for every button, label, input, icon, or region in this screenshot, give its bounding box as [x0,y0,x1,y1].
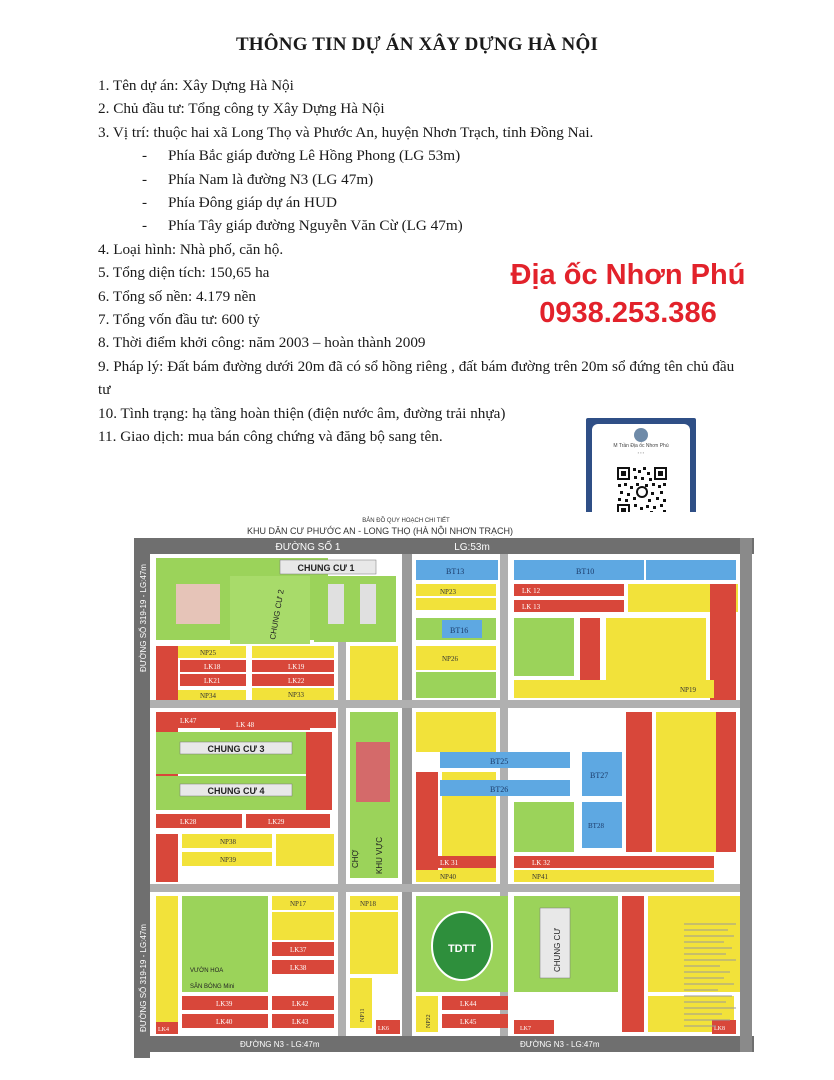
info-capital: 7. Tổng vốn đầu tư: 600 tỷ [98,311,260,329]
label-np26: NP26 [442,655,458,663]
map-header-1: BẢN ĐỒ QUY HOẠCH CHI TIẾT [362,518,450,524]
info-type: 4. Loại hình: Nhà phố, căn hộ. [98,240,284,258]
page-title: THÔNG TIN DỰ ÁN XÂY DỰNG HÀ NỘI [235,34,599,55]
label-bt28: BT28 [588,822,604,830]
lot-lk48 [220,718,310,730]
site-plan-map [120,512,760,1072]
label-bt16: BT16 [450,626,469,635]
map-header-2: KHU DÂN CƯ PHƯỚC AN - LONG THỌ (HÀ NỘI NHƠN TRẠCH) [247,526,513,536]
label-chung-cu-3: CHUNG CƯ 3 [207,744,265,754]
label-lk28: LK28 [180,818,197,826]
label-lk4: LK4 [158,1027,169,1033]
label-lk45: LK45 [460,1018,477,1026]
lot-west-col [156,646,178,700]
label-bt26: BT26 [490,785,509,794]
label-lk47: LK47 [180,717,197,725]
info-transaction: 11. Giao dịch: mua bán công chứng và đăng bộ sang tên. [98,428,443,446]
info-south: - Phía Nam là đường N3 (LG 47m) [142,170,374,188]
label-bt10: BT10 [576,567,595,576]
info-legal: 9. Pháp lý: Đất bám đường dưới 20m đã có sổ hồng riêng , đất bám đường trên 20m sổ đứng tên chủ đầu tư [98,357,735,399]
lot-center-col-1 [350,646,398,700]
lot-mid-yellow-1 [252,646,334,658]
label-chung-cu-5: CHUNG CƯ [553,927,562,972]
building-center-1 [356,742,390,802]
road-sub-vertical-1 [338,642,346,1036]
label-np22: NP22 [426,1014,432,1028]
label-lk18: LK18 [204,663,221,671]
label-lk43: LK43 [292,1018,309,1026]
label-khu-vuc: KHU VỰC [375,836,384,874]
label-chung-cu-2: CHUNG CƯ 2 [268,588,286,641]
label-np19: NP19 [680,686,696,694]
building-nw-2 [328,584,344,624]
road-top-lg: LG:53m [454,542,490,553]
road-mid-vertical [402,554,412,1036]
label-lk42: LK42 [292,1000,309,1008]
label-san-bong: SÂN BÓNG Mini [190,984,235,990]
label-np17: NP17 [290,900,306,908]
info-location: 3. Vị trí: thuộc hai xã Long Thọ và Phước An, huyện Nhơn Trạch, tỉnh Đồng Nai. [98,123,594,141]
lot-east-red-col [716,712,736,852]
label-tdtt: TDTT [447,943,477,955]
label-chung-cu-4: CHUNG CƯ 4 [207,786,265,796]
label-lk44: LK44 [460,1000,477,1008]
lot-np23 [416,584,496,596]
lot-lower-mid [276,834,334,866]
legend-notes [680,918,740,1058]
info-timeline: 8. Thời điểm khởi công: năm 2003 – hoàn thành 2009 [98,334,426,352]
brand-name: Địa ốc Nhơn Phú [510,259,746,291]
avatar [634,428,648,442]
label-np18: NP18 [360,900,376,908]
info-west-text: Phía Tây giáp đường Nguyễn Văn Cừ (LG 47m) [168,217,463,235]
label-lk37: LK37 [290,946,307,954]
label-vuon-hoa: VƯỜN HOA [190,968,224,974]
label-lk6: LK6 [378,1026,389,1032]
road-left-label-bottom: ĐƯỜNG SỐ 319-19 - LG:47m [139,924,148,1032]
park-block-nw [314,576,396,642]
label-lk48: LK 48 [236,721,255,729]
road-bottom [134,1036,754,1052]
label-np38: NP38 [220,838,236,846]
lot-south-mid-yellow [272,912,334,940]
lot-lk24 [626,712,652,852]
road-left-label-top: ĐƯỜNG SỐ 319-19 - LG:47m [139,564,148,672]
info-area: 5. Tổng diện tích: 150,65 ha [98,264,270,282]
qr-subtitle: ▪ ▪ ▪ [637,450,645,455]
label-lk12: LK 12 [522,587,541,595]
road-top [134,538,754,554]
road-bottom-label-right: ĐƯỜNG N3 - LG:47m [520,1040,600,1049]
label-lk13: LK 13 [522,603,541,611]
label-bt25: BT25 [490,757,509,766]
park-east-2 [514,802,574,852]
lot-np23-b [416,598,496,610]
label-lk32: LK 32 [532,859,551,867]
label-lk40: LK40 [216,1018,233,1026]
lot-se-red [622,896,644,1032]
info-east: - Phía Đông giáp dự án HUD [142,194,337,212]
label-bt13: BT13 [446,567,465,576]
qr-code-icon [616,466,668,518]
label-np39: NP39 [220,856,236,864]
label-chung-cu-1: CHUNG CƯ 1 [297,563,355,573]
label-lk38: LK38 [290,964,307,972]
label-lk31: LK 31 [440,859,459,867]
info-north-text: Phía Bắc giáp đường Lê Hồng Phong (LG 53m) [168,147,461,165]
label-bt27: BT27 [590,771,609,780]
qr-name: M Trần Địa ốc Nhơn Phú [613,443,669,449]
info-name: 1. Tên dự án: Xây Dựng Hà Nội [98,77,294,94]
road-mid-horizontal-1 [150,700,740,708]
label-np11: NP11 [360,1008,366,1022]
lot-sw-col [156,896,178,1032]
lot-center-col-2 [416,712,496,752]
label-np40: NP40 [440,873,456,881]
building-nw-3 [360,584,376,624]
road-right [740,538,752,1052]
road-top-label: ĐƯỜNG SỐ 1 [275,542,341,553]
info-west: - Phía Tây giáp đường Nguyễn Văn Cừ (LG 47m) [142,217,463,235]
label-np25: NP25 [200,649,216,657]
info-east-text: Phía Đông giáp dự án HUD [168,194,337,212]
info-investor: 2. Chủ đầu tư: Tổng công ty Xây Dựng Hà Nội [98,100,385,118]
lot-bt-ne [646,560,736,580]
info-lots: 6. Tổng số nền: 4.179 nền [98,287,256,305]
label-lk7: LK7 [520,1026,531,1032]
label-cho: CHỢ [351,849,360,868]
site-plan-svg [120,512,760,1072]
label-np34: NP34 [200,692,216,700]
lot-np40 [416,870,496,882]
label-np41: NP41 [532,873,548,881]
lot-lk30 [156,834,178,882]
label-lk19: LK19 [288,663,305,671]
label-lk8: LK8 [714,1026,725,1032]
label-np33: NP33 [288,691,304,699]
label-lk29: LK29 [268,818,285,826]
brand-block [478,256,778,332]
label-lk39: LK39 [216,1000,233,1008]
park-vuon-hoa [182,896,268,992]
label-lk21: LK21 [204,677,221,685]
info-north: - Phía Bắc giáp đường Lê Hồng Phong (LG 53m) [142,147,461,165]
lot-lk29 [246,814,330,828]
park-east-1 [514,618,574,676]
label-np23: NP23 [440,588,456,596]
park-center-1 [416,672,496,698]
road-mid-horizontal-2 [150,884,740,892]
lot-south-center [350,912,398,974]
info-south-text: Phía Nam là đường N3 (LG 47m) [168,170,374,188]
lot-lk28 [156,814,242,828]
brand-phone: 0938.253.386 [539,297,717,329]
lot-lk24-col [306,732,332,810]
label-lk22: LK22 [288,677,305,685]
building-nw-1 [176,584,220,624]
info-status: 10. Tình trạng: hạ tầng hoàn thiện (điện nước âm, đường trải nhựa) [98,404,506,422]
road-bottom-label-left: ĐƯỜNG N3 - LG:47m [240,1040,320,1049]
